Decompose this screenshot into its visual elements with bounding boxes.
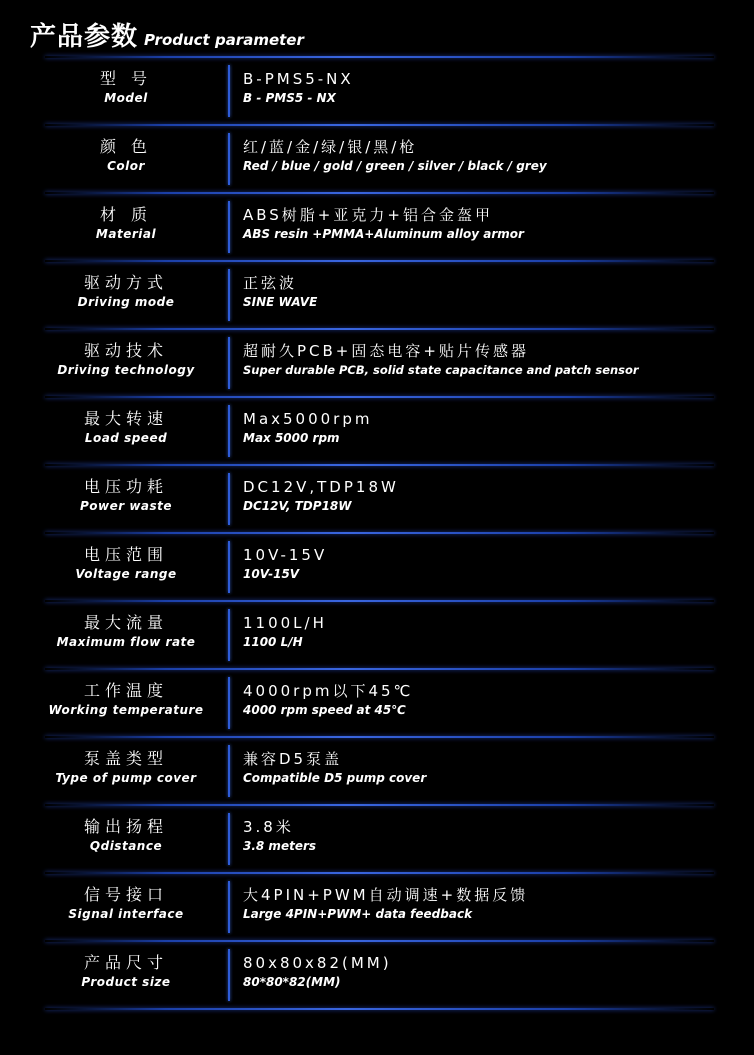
parameter-table (0, 56, 754, 1008)
label-zh: 最大流量 (83, 613, 168, 632)
parameter-label (20, 341, 232, 379)
parameter-value (243, 341, 744, 379)
label-en: Driving mode (77, 295, 175, 309)
label-en: Qdistance (89, 839, 163, 853)
parameter-label (20, 409, 232, 447)
parameter-value (243, 681, 744, 719)
value-en: 1100 L/H (243, 635, 303, 649)
label-zh: 材 质 (99, 205, 153, 224)
parameter-label (20, 69, 232, 107)
divider-bar (228, 201, 230, 253)
divider-bar (228, 405, 230, 457)
label-en: Product size (81, 975, 171, 989)
label-en: Maximum flow rate (56, 635, 196, 649)
value-en: ABS resin +PMMA+Aluminum alloy armor (243, 227, 524, 241)
label-zh: 颜 色 (99, 137, 153, 156)
parameter-label (20, 477, 232, 515)
parameter-row-driving-mode (0, 260, 754, 328)
divider-bar (228, 133, 230, 185)
parameter-row-load-speed (0, 396, 754, 464)
value-en: Red / blue / gold / green / silver / black / grey (243, 159, 547, 173)
label-en: Working temperature (48, 703, 204, 717)
label-zh: 驱动方式 (83, 273, 168, 292)
parameter-value (243, 205, 744, 243)
value-zh: 红/蓝/金/绿/银/黑/枪 (243, 138, 418, 156)
value-zh: B-PMS5-NX (243, 70, 354, 88)
parameter-label (20, 953, 232, 991)
parameter-value (243, 749, 744, 787)
divider-bar (228, 609, 230, 661)
parameter-label (20, 205, 232, 243)
page-title-en: Product parameter (144, 31, 304, 49)
value-en: Super durable PCB, solid state capacitance and patch sensor (243, 363, 639, 377)
page-title-zh: 产品参数 (30, 22, 139, 52)
label-en: Signal interface (68, 907, 184, 921)
parameter-value (243, 273, 744, 311)
label-en: Driving technology (57, 363, 195, 377)
value-zh: 超耐久PCB+固态电容+贴片传感器 (243, 342, 529, 360)
label-zh: 电压范围 (83, 545, 168, 564)
divider-bar (228, 813, 230, 865)
label-zh: 工作温度 (83, 681, 168, 700)
parameter-row-working-temperature (0, 668, 754, 736)
divider-bar (228, 745, 230, 797)
value-en: 80*80*82(MM) (243, 975, 341, 989)
parameter-row-pump-cover (0, 736, 754, 804)
value-en: 4000 rpm speed at 45℃ (243, 703, 406, 717)
divider-bar (228, 337, 230, 389)
value-en: SINE WAVE (243, 295, 318, 309)
parameter-value (243, 613, 744, 651)
divider-bar (228, 473, 230, 525)
label-en: Type of pump cover (55, 771, 197, 785)
parameter-label (20, 545, 232, 583)
parameter-row-driving-technology (0, 328, 754, 396)
parameter-label (20, 613, 232, 651)
divider-bar (228, 65, 230, 117)
parameter-label (20, 273, 232, 311)
parameter-row-signal-interface (0, 872, 754, 940)
label-en: Color (107, 159, 145, 173)
value-en: Max 5000 rpm (243, 431, 340, 445)
value-zh: 兼容D5泵盖 (243, 750, 343, 768)
label-en: Power waste (79, 499, 173, 513)
label-zh: 型 号 (99, 69, 153, 88)
value-en: Large 4PIN+PWM+ data feedback (243, 907, 473, 921)
value-zh: 3.8米 (243, 818, 294, 836)
label-zh: 泵盖类型 (83, 749, 168, 768)
parameter-value (243, 477, 744, 515)
parameter-value (243, 137, 744, 175)
value-zh: 10V-15V (243, 546, 328, 564)
divider-bar (228, 881, 230, 933)
value-zh: Max5000rpm (243, 410, 373, 428)
value-zh: 4000rpm以下45℃ (243, 682, 414, 700)
divider-bar (228, 541, 230, 593)
parameter-row-model (0, 56, 754, 124)
parameter-label (20, 817, 232, 855)
parameter-value (243, 817, 744, 855)
parameter-row-power-waste (0, 464, 754, 532)
value-zh: 正弦波 (243, 274, 298, 292)
value-en: 10V-15V (243, 567, 300, 581)
label-zh: 信号接口 (83, 885, 168, 904)
value-en: DC12V, TDP18W (243, 499, 352, 513)
parameter-label (20, 885, 232, 923)
label-en: Model (104, 91, 148, 105)
label-en: Voltage range (75, 567, 177, 581)
parameter-row-material (0, 192, 754, 260)
divider-bar (228, 269, 230, 321)
value-en: B - PMS5 - NX (243, 91, 336, 105)
label-zh: 最大转速 (83, 409, 168, 428)
divider-bar (228, 677, 230, 729)
label-zh: 电压功耗 (83, 477, 168, 496)
value-zh: 80x80x82(MM) (243, 954, 392, 972)
parameter-label (20, 137, 232, 175)
parameter-label (20, 749, 232, 787)
parameter-value (243, 545, 744, 583)
divider-bar (228, 949, 230, 1001)
label-en: Material (95, 227, 157, 241)
parameter-value (243, 409, 744, 447)
value-zh: 大4PIN+PWM自动调速+数据反馈 (243, 886, 529, 904)
label-zh: 输出扬程 (83, 817, 168, 836)
parameter-row-qdistance (0, 804, 754, 872)
parameter-value (243, 885, 744, 923)
parameter-value (243, 69, 744, 107)
label-en: Load speed (84, 431, 168, 445)
page-header (30, 16, 304, 53)
value-en: 3.8 meters (243, 839, 317, 853)
value-zh: 1100L/H (243, 614, 327, 632)
value-en: Compatible D5 pump cover (243, 771, 427, 785)
parameter-row-voltage-range (0, 532, 754, 600)
parameter-row-color (0, 124, 754, 192)
value-zh: DC12V,TDP18W (243, 478, 399, 496)
parameter-value (243, 953, 744, 991)
value-zh: ABS树脂+亚克力+铝合金盔甲 (243, 206, 493, 224)
label-zh: 产品尺寸 (83, 953, 168, 972)
parameter-label (20, 681, 232, 719)
label-zh: 驱动技术 (83, 341, 168, 360)
parameter-row-flow-rate (0, 600, 754, 668)
parameter-row-product-size (0, 940, 754, 1008)
